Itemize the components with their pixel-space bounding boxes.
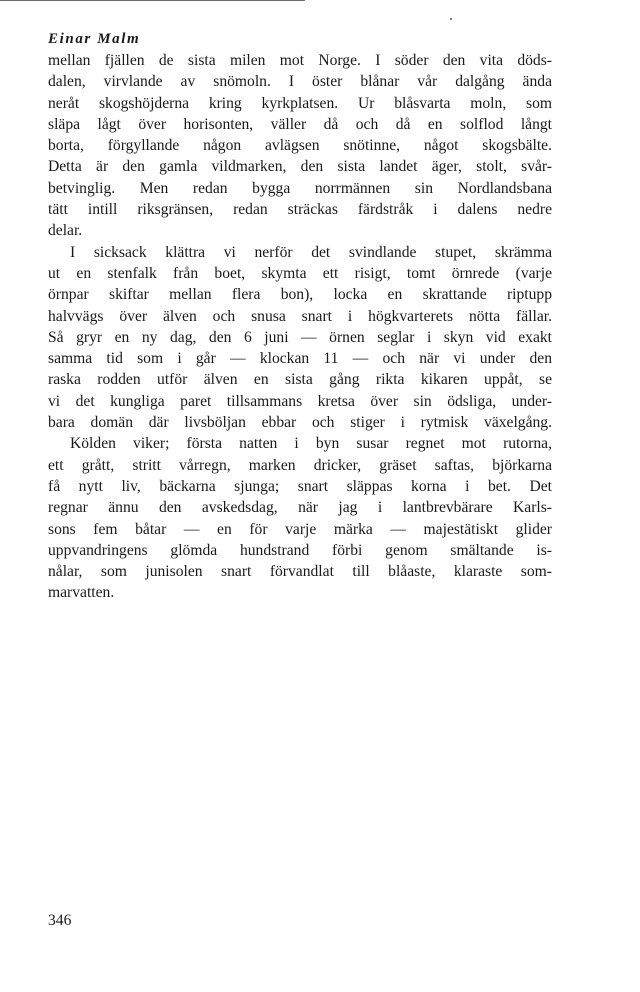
text-line: sons fem båtar — en för varje märka — majestätiskt glider [48, 520, 552, 538]
text-line: ut en stenfalk från boet, skymta ett risigt, tomt örnrede (varje [48, 264, 552, 282]
text-line: få nytt liv, bäckarna sjunga; snart släppas korna i bet. Det [48, 477, 552, 495]
page-number: 346 [48, 912, 72, 929]
text-line: ett grått, stritt vårregn, marken dricker, gräset saftas, björkarna [48, 456, 552, 474]
text-line: uppvandringens glömda hundstrand förbi genom smältande is- [48, 541, 552, 559]
text-line: samma tid som i går — klockan 11 — och när vi under den [48, 350, 552, 368]
text-line: halvvägs över älven och snusa snart i högkvarterets nötta fällar. [48, 307, 552, 325]
paragraph-start-line: I sicksack klättra vi nerför det svindlande stupet, skrämma [70, 243, 552, 261]
text-line: släpa lågt över horisonten, väller då och då en solflod långt [48, 115, 552, 133]
running-header-author: Einar Malm [48, 31, 141, 47]
text-line: borta, förgyllande någon avlägsen snötinne, något skogsbälte. [48, 137, 552, 155]
scan-speck [450, 18, 452, 20]
text-line: marvatten. [48, 584, 115, 602]
text-line: regnar ännu den avskedsdag, när jag i lantbrevbärare Karls- [48, 499, 552, 517]
text-line: neråt skogshöjderna kring kyrkplatsen. Ur blåsvarta moln, som [48, 94, 552, 112]
text-line: örnpar skiftar mellan flera bon), locka en skrattande riptupp [48, 286, 552, 304]
text-line: betvinglig. Men redan bygga norrmännen sin Nordlandsbana [48, 179, 552, 197]
text-line: tätt intill riksgränsen, redan sträckas färdstråk i dalens nedre [48, 201, 552, 219]
top-rule [0, 0, 305, 1]
text-line: bara domän där livsböljan ebbar och stiger i rytmisk växelgång. [48, 414, 552, 432]
text-line: raska rodden utför älven en sista gång rikta kikaren uppåt, se [48, 371, 552, 389]
text-line: mellan fjällen de sista milen mot Norge. I söder den vita döds- [48, 52, 552, 69]
text-line: Detta är den gamla vildmarken, den sista landet äger, stolt, svår- [48, 158, 552, 176]
text-line: delar. [48, 222, 83, 240]
text-line: Så gryr en ny dag, den 6 juni — örnen seglar i skyn vid exakt [48, 328, 552, 346]
text-line: vi det kungliga paret tillsammans kretsa över sin ödsliga, under- [48, 392, 552, 410]
text-line: dalen, virvlande av snömoln. I öster blånar vår dalgång ända [48, 73, 552, 91]
body-text [48, 50, 552, 604]
text-line: nålar, som junisolen snart förvandlat till blåaste, klaraste som- [48, 563, 552, 581]
paragraph-start-line: Kölden viker; första natten i byn susar regnet mot rutorna, [70, 435, 552, 453]
